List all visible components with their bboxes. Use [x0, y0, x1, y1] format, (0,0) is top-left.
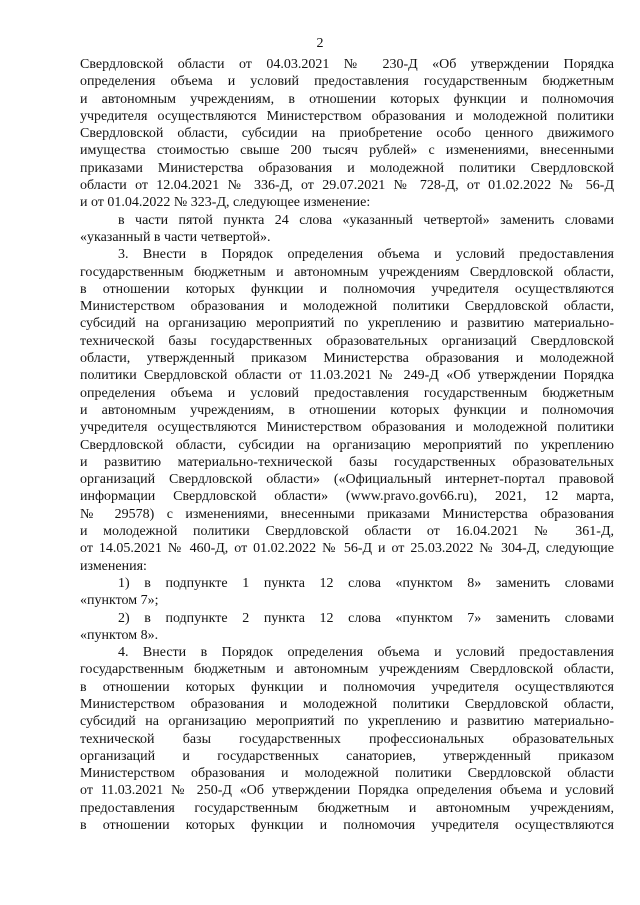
- text-line: и автономным учреждениям, в отношении которых функции и полномочия: [80, 91, 614, 107]
- text-line: изменения:: [80, 558, 147, 574]
- text-line: в отношении которых функции и полномочия учредителя осуществляются: [80, 818, 614, 834]
- text-line: 4. Внести в Порядок определения объема и условий предоставления: [118, 645, 614, 661]
- text-line: 1) в подпункте 1 пункта 12 слова «пунктом 8» заменить словами: [118, 575, 614, 591]
- text-line: организаций и государственных санаториев, утвержденный приказом: [80, 748, 614, 764]
- text-line: учредителя осуществляются Министерством образования и молодежной политики: [80, 108, 614, 124]
- text-line: Свердловской области от 04.03.2021 № 230-Д «Об утверждении Порядка: [80, 57, 614, 72]
- text-line: 2) в подпункте 2 пункта 12 слова «пунктом 7» заменить словами: [118, 610, 614, 626]
- text-line: Министерством образования и молодежной политики Свердловской области,: [80, 299, 614, 315]
- text-line: организаций Свердловской области» («Официальный интернет-портал правовой: [80, 472, 614, 488]
- text-line: информации Свердловской области» (www.pravo.gov66.ru), 2021, 12 марта,: [80, 489, 614, 505]
- text-line: области, утвержденный приказом Министерства образования и молодежной: [80, 351, 614, 367]
- text-line: в части пятой пункта 24 слова «указанный четвертой» заменить словами: [118, 212, 614, 228]
- text-line: «указанный в части четвертой».: [80, 229, 271, 245]
- text-line: Министерством образования и молодежной политики Свердловской области,: [80, 696, 614, 712]
- text-line: приказами Министерства образования и молодежной политики Свердловской: [80, 160, 614, 176]
- text-line: технической базы государственных профессиональных образовательных: [80, 731, 614, 747]
- paragraph: [80, 246, 614, 575]
- paragraph: [80, 575, 614, 610]
- text-line: в отношении которых функции и полномочия учредителя осуществляются: [80, 679, 614, 695]
- text-line: политики Свердловской области от 11.03.2021 № 249-Д «Об утверждении Порядка: [80, 368, 614, 384]
- text-line: государственным бюджетным и автономным учреждениям Свердловской области,: [80, 662, 614, 678]
- text-line: определения объема и условий предоставления государственным бюджетным: [80, 74, 614, 90]
- text-line: Свердловской области, субсидии на приобретение особо ценного движимого: [80, 126, 614, 142]
- text-line: субсидий на организацию мероприятий по укреплению и развитию материально-: [80, 714, 614, 730]
- text-line: предоставления государственным бюджетным и автономным учреждениям,: [80, 800, 614, 816]
- text-line: учредителя осуществляются Министерством образования и молодежной политики: [80, 420, 614, 436]
- text-line: области от 12.04.2021 № 336-Д, от 29.07.2021 № 728-Д, от 01.02.2022 № 56-Д: [80, 178, 614, 194]
- text-line: определения объема и условий предоставления государственным бюджетным: [80, 385, 614, 401]
- paragraph: [80, 610, 614, 645]
- text-line: и молодежной политики Свердловской области от 16.04.2021 № 361-Д,: [80, 524, 614, 540]
- text-line: от 11.03.2021 № 250-Д «Об утверждении Порядка определения объема и условий: [80, 783, 614, 799]
- text-line: Министерством образования и молодежной политики Свердловской области: [80, 766, 614, 782]
- text-line: № 29578) с изменениями, внесенными приказами Министерства образования: [80, 506, 614, 522]
- document-body: [80, 56, 614, 834]
- text-line: государственным бюджетным и автономным учреждениям Свердловской области,: [80, 264, 614, 280]
- text-line: в отношении которых функции и полномочия учредителя осуществляются: [80, 281, 614, 297]
- page-number: 2: [316, 36, 324, 51]
- text-line: Свердловской области, субсидии на организацию мероприятий по укреплению: [80, 437, 614, 453]
- paragraph: [80, 644, 614, 834]
- text-line: субсидий на организацию мероприятий по укреплению и развитию материально-: [80, 316, 614, 332]
- text-line: технической базы государственных образовательных организаций Свердловской: [80, 333, 614, 349]
- text-line: и автономным учреждениям, в отношении которых функции и полномочия: [80, 402, 614, 418]
- text-line: «пунктом 7»;: [80, 593, 159, 609]
- text-line: от 14.05.2021 № 460-Д, от 01.02.2022 № 56-Д и от 25.03.2022 № 304-Д, следующие: [80, 541, 614, 557]
- text-line: 3. Внести в Порядок определения объема и условий предоставления: [118, 247, 614, 263]
- paragraph: [80, 212, 614, 247]
- text-line: «пунктом 8».: [80, 627, 159, 643]
- text-line: имущества стоимостью свыше 200 тысяч рублей» с изменениями, внесенными: [80, 143, 614, 159]
- text-line: и развитию материально-технической базы государственных образовательных: [80, 454, 614, 470]
- paragraph: [80, 56, 614, 212]
- text-line: и от 01.04.2022 № 323-Д, следующее изменение:: [80, 195, 371, 211]
